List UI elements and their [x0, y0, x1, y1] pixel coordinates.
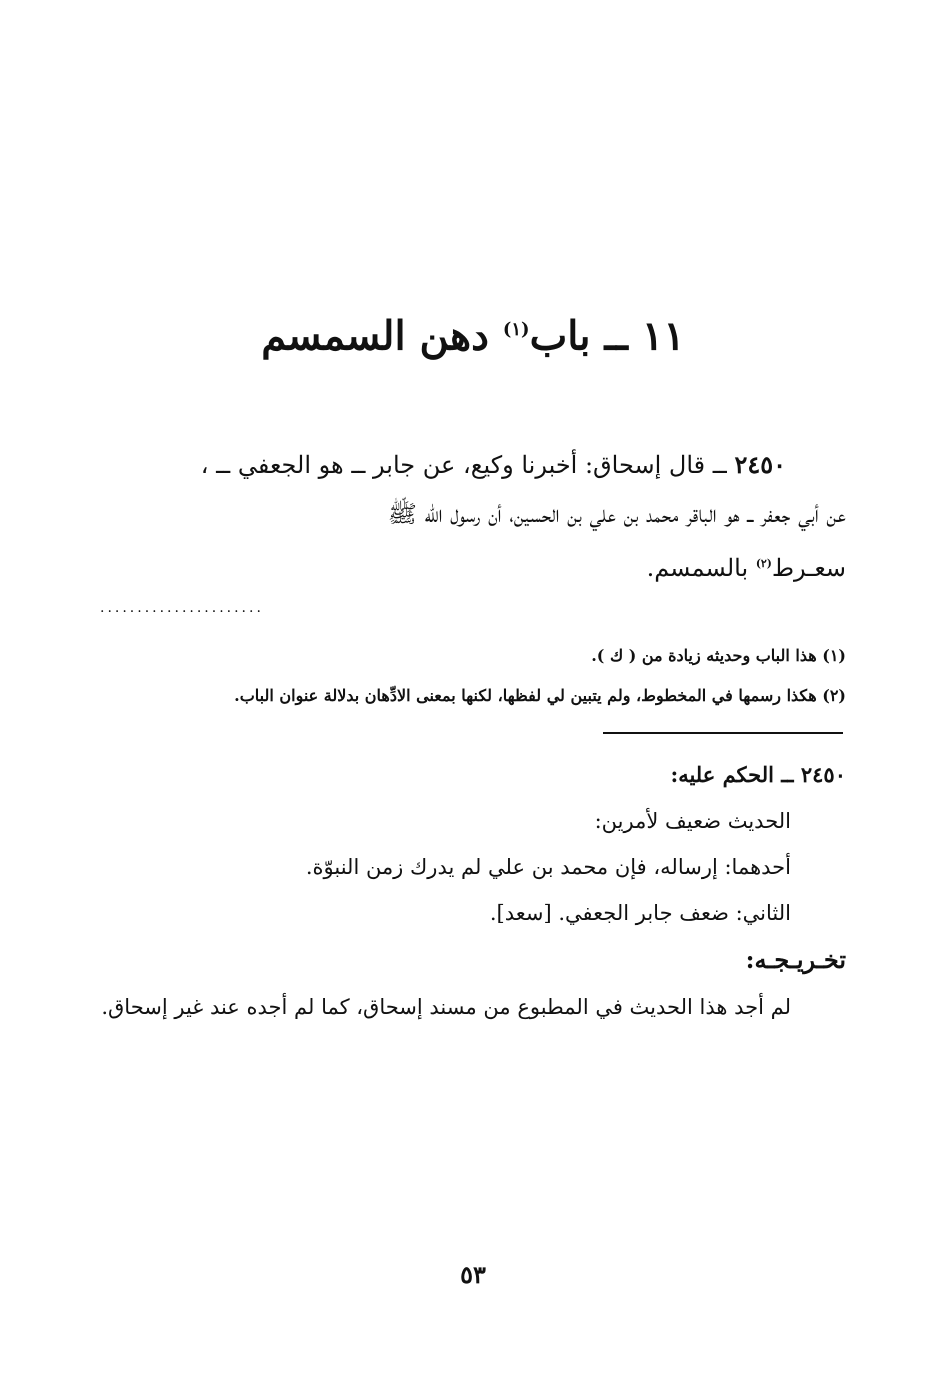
footnote-1: (١) هذا الباب وحديثه زيادة من ( ك ).: [591, 646, 846, 665]
hadith-text: [100, 440, 846, 593]
ruling-line-1: الحديث ضعيف لأمرين:: [594, 809, 791, 833]
ruling-heading: ٢٤٥٠ ــ الحكم عليه:: [670, 762, 846, 787]
chapter-title-suffix: دهن السمسم: [261, 312, 489, 360]
hadith-footnote-marker: (٢): [755, 557, 772, 570]
hadith-line-3-start: سعـرط: [771, 554, 846, 582]
ruling-line-2: أحدهما: إرساله، فإن محمد بن علي لم يدرك زمن النبوّة.: [305, 855, 791, 879]
section-divider: [603, 732, 843, 734]
commentary: [100, 752, 846, 1030]
footnotes: [100, 636, 846, 716]
footnote-separator-dots: ......................: [100, 600, 264, 616]
hadith-line: [100, 539, 846, 593]
footnote-2: (٢) هكذا رسمها في المخطوط، ولم يتبين لي لفظها، لكنها بمعنى الادِّهان بدلالة عنوان الباب.: [234, 686, 846, 705]
chapter-title-prefix: ١١ ــ باب: [529, 312, 685, 360]
hadith-line-1: ــ قال إسحاق: أخبرنا وكيع، عن جابر ــ هو الجعفي ــ ،: [200, 451, 727, 479]
page-number: ٥٣: [460, 1260, 486, 1289]
takhrij-heading: تخـريـجـه:: [745, 945, 846, 974]
hadith-number: ٢٤٥٠: [734, 450, 786, 479]
chapter-title: [100, 300, 846, 366]
takhrij-text: لم أجد هذا الحديث في المطبوع من مسند إسحاق، كما لم أجده عند غير إسحاق.: [101, 995, 791, 1019]
hadith-line-2: عن أبي جعفر ــ هو الباقر محمد بن علي بن الحسين، أن رسول الله ﷺ: [387, 500, 846, 528]
hadith-line: [100, 440, 846, 490]
chapter-footnote-marker: (١): [502, 319, 530, 340]
hadith-line-3-end: بالسمسم.: [646, 554, 749, 582]
ruling-line-3: الثاني: ضعف جابر الجعفي. [سعد].: [489, 901, 791, 925]
